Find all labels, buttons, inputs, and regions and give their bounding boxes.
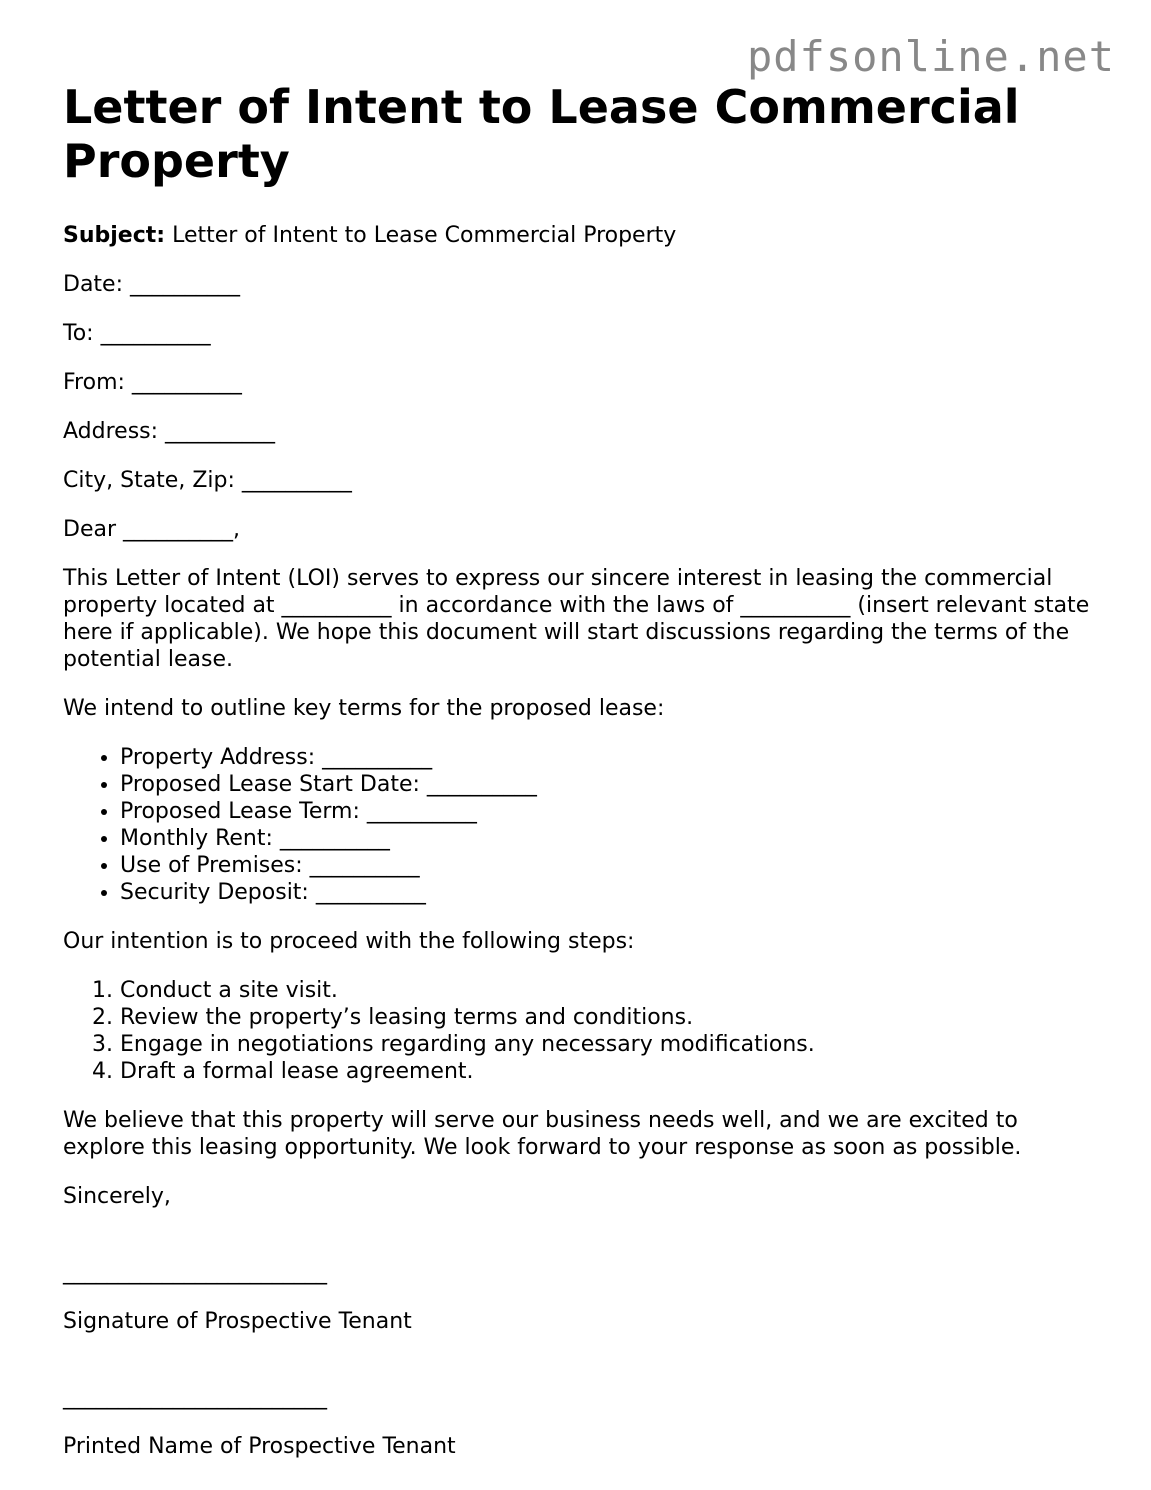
intro-paragraph: This Letter of Intent (LOI) serves to express our sincere interest in leasing the commercial property located at __________ in accordance with the laws of __________ (insert relevant state here if applicable). We hope this document will start discussions regarding the terms of the potential lease. [63, 566, 1090, 672]
date-field: Date: __________ [63, 272, 240, 297]
steps-list [63, 977, 1093, 1085]
subject-line [63, 222, 1093, 249]
sign-off: Sincerely, [63, 1184, 171, 1209]
signature-line: ________________________ [63, 1260, 327, 1285]
to-field: To: __________ [63, 321, 211, 346]
list-item: • Proposed Lease Term: __________ [120, 798, 1093, 825]
page-title: Letter of Intent to Lease Commercial Property [63, 80, 1020, 188]
city-state-zip-field: City, State, Zip: __________ [63, 468, 352, 493]
list-item: 2. Review the property’s leasing terms and conditions. [120, 1004, 1093, 1031]
list-item: • Monthly Rent: __________ [120, 825, 1093, 852]
from-field: From: __________ [63, 370, 242, 395]
terms-list [63, 744, 1093, 906]
subject-value: Letter of Intent to Lease Commercial Property [172, 223, 677, 248]
terms-intro: We intend to outline key terms for the proposed lease: [63, 696, 665, 721]
list-item: • Security Deposit: __________ [120, 879, 1093, 906]
list-item: • Property Address: __________ [120, 744, 1093, 771]
steps-intro: Our intention is to proceed with the following steps: [63, 929, 635, 954]
address-field: Address: __________ [63, 419, 276, 444]
signature-label: Signature of Prospective Tenant [63, 1309, 412, 1334]
list-item: 3. Engage in negotiations regarding any necessary modifications. [120, 1031, 1093, 1058]
subject-label: Subject: [63, 223, 166, 248]
list-item: 1. Conduct a site visit. [120, 977, 1093, 1004]
list-item: • Use of Premises: __________ [120, 852, 1093, 879]
list-item: 4. Draft a formal lease agreement. [120, 1058, 1093, 1085]
printed-name-line: ________________________ [63, 1385, 327, 1410]
watermark: pdfsonline.net [746, 32, 1115, 81]
list-item: • Proposed Lease Start Date: __________ [120, 771, 1093, 798]
salutation: Dear __________, [63, 517, 240, 542]
document-page [63, 80, 1093, 1482]
printed-name-label: Printed Name of Prospective Tenant [63, 1434, 456, 1459]
closing-paragraph: We believe that this property will serve our business needs well, and we are excited to explore this leasing opportunity. We look forward to your response as soon as possible. [63, 1108, 1022, 1160]
